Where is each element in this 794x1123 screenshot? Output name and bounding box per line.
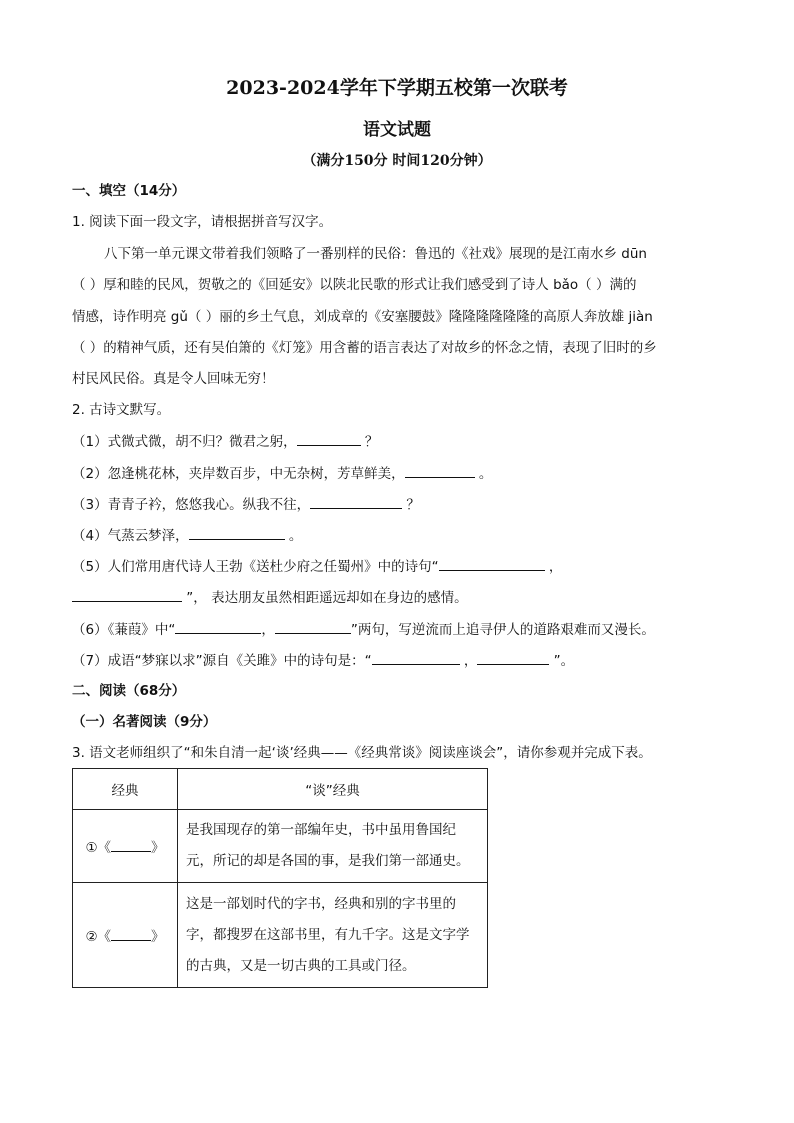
description-line: 的古典，又是一切古典的工具或门径。 [186,957,416,974]
poem-item-3 [72,494,420,515]
poem-text: ”两句，写逆流而上追寻伊人的道路艰难而又漫长。 [350,622,655,638]
poem-text: ”， 表达朋友虽然相距遥远却如在身边的感情。 [182,590,468,606]
q1-passage-line: （ ）的精神气质，还有吴伯箫的《灯笼》用含蓄的语言表达了对故乡的怀念之情，表现了旧时的乡 [72,340,657,356]
poem-text: （1）式微式微，胡不归？微君之躬， [72,434,297,450]
description-cell [178,883,488,988]
poem-text: （4）气蒸云梦泽， [72,528,189,544]
description-cell [178,810,488,883]
poem-text: ， [459,653,478,669]
table-row [73,810,488,883]
description-line: 这是一部划时代的字书，经典和别的字书里的 [186,895,456,912]
poem-text: ？ [360,434,379,450]
answer-blank[interactable] [72,587,182,602]
question-2-prompt: 2. 古诗文默写。 [72,402,171,418]
answer-blank[interactable] [310,494,402,509]
poem-text: （2）忽逢桃花林，夹岸数百步，中无杂树，芳草鲜美， [72,466,405,482]
poem-item-1 [72,431,378,452]
poem-item-6 [72,619,655,640]
description-line: 元，所记的却是各国的事，是我们第一部通史。 [186,853,470,869]
poem-text: ， [544,559,563,575]
q1-passage-line: 八下第一单元课文带着我们领略了一番别样的民俗：鲁迅的《社戏》展现的是江南水乡 dūn [104,246,647,262]
answer-blank[interactable] [175,619,261,634]
answer-blank[interactable] [111,837,151,852]
section-heading-fill: 一、填空（14分） [72,183,186,199]
table-header-cell: “谈”经典 [178,769,488,810]
poem-text: 。 [474,466,493,482]
question-1-prompt: 1. 阅读下面一段文字，请根据拼音写汉字。 [72,214,333,230]
poem-text: ？ [402,497,420,513]
poem-item-5 [72,556,562,577]
answer-blank[interactable] [372,650,460,665]
poem-item-7 [72,650,574,671]
poem-text: （3）青青子衿，悠悠我心。纵我不往， [72,497,311,513]
poem-text: （6）《蒹葭》中“ [72,622,176,638]
classics-table [72,768,488,988]
poem-text: （5）人们常用唐代诗人王勃《送杜少府之任蜀州》中的诗句“ [72,559,439,575]
q1-passage-line: 村民风民俗。真是令人回味无穷！ [72,371,275,387]
poem-item-2 [72,463,492,484]
section-heading-reading: 二、阅读（68分） [72,683,186,699]
bracket-close: 》 [151,929,165,945]
bracket-close: 》 [151,840,165,856]
answer-blank[interactable] [405,463,475,478]
poem-item-5-cont [72,587,468,608]
answer-blank[interactable] [111,926,151,941]
table-row [73,883,488,988]
answer-blank[interactable] [439,556,545,571]
poem-text: 。 [284,528,303,544]
book-title-cell [73,883,178,988]
table-header-row [73,769,488,810]
description-line: 是我国现存的第一部编年史，书中虽用鲁国纪 [186,822,456,838]
exam-title: 2023-2024学年下学期五校第一次联考 [226,77,568,99]
description-line: 字，都搜罗在这部书里，有九千字。这是文字学 [186,926,470,943]
poem-item-4 [72,525,302,546]
poem-text: （7）成语“梦寐以求”源自《关雎》中的诗句是：“ [72,653,372,669]
answer-blank[interactable] [189,525,285,540]
answer-blank[interactable] [275,619,351,634]
answer-blank[interactable] [477,650,549,665]
q1-passage-line: （ ）厚和睦的民风，贺敬之的《回延安》以陕北民歌的形式让我们感受到了诗人 bǎo（ ）满的 [72,277,637,293]
q1-passage-line: 情感，诗作明亮 gǔ（ ）丽的乡土气息，刘成章的《安塞腰鼓》隆隆隆隆隆隆的高原人奔放雄 jiàn [72,309,653,325]
table-header-cell: 经典 [73,769,178,810]
subject-title: 语文试题 [363,120,431,140]
exam-info: （满分150分 时间120分钟） [302,153,492,169]
bracket-open: ①《 [85,840,112,856]
poem-text: ”。 [549,653,575,669]
bracket-open: ②《 [85,929,112,945]
book-title-cell [73,810,178,883]
poem-text: ， [261,622,275,638]
subsection-heading: （一）名著阅读（9分） [72,714,217,730]
question-3-prompt: 3. 语文老师组织了“和朱自清一起‘谈’经典——《经典常谈》阅读座谈会”，请你参观并完成下表。 [72,745,652,761]
answer-blank[interactable] [297,431,361,446]
